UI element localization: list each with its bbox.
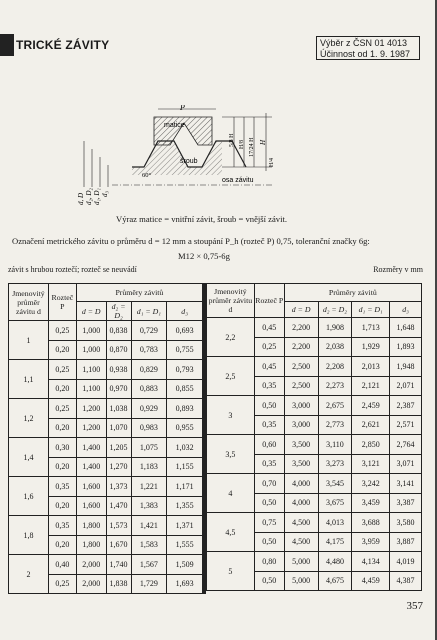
d2-cell: 4,013 (318, 513, 352, 533)
d2-cell: 4,675 (318, 571, 352, 591)
d3-cell: 3,387 (390, 493, 422, 513)
d3-cell: 2,387 (390, 396, 422, 416)
nominal-cell: 2 (9, 555, 49, 594)
d3-cell: 1,648 (390, 318, 422, 338)
d1-cell: 4,134 (352, 552, 390, 572)
d-cell: 3,000 (284, 415, 318, 435)
d1-cell: 0,883 (131, 379, 167, 399)
col-d: d = D (284, 302, 318, 318)
d2-cell: 2,038 (318, 337, 352, 357)
d3-cell: 1,948 (390, 357, 422, 377)
figure-caption: Výraz matice = vnitřní závit, šroub = vnější závit. (116, 214, 288, 224)
table-row (207, 318, 422, 338)
p-cell: 0,50 (254, 493, 284, 513)
label-d2: d₂, D₂ (85, 188, 93, 205)
p-cell: 0,20 (48, 379, 76, 399)
page-number: 357 (406, 600, 423, 612)
col-diameters: Průměry závitů (76, 284, 202, 302)
d3-cell: 0,855 (167, 379, 203, 399)
table-row (207, 357, 422, 377)
d3-cell: 1,371 (167, 516, 203, 536)
d1-cell: 2,459 (352, 396, 390, 416)
nominal-cell: 3 (207, 396, 255, 435)
standard-line-1: Výběr z ČSN 01 4013 (320, 38, 408, 48)
d-cell: 2,000 (76, 574, 106, 594)
thread-profile-figure (72, 105, 322, 215)
p-cell: 0,30 (48, 438, 76, 458)
p-cell: 0,35 (254, 376, 284, 396)
d2-cell: 1,740 (106, 555, 131, 575)
p-cell: 0,70 (254, 474, 284, 494)
table-row (9, 321, 203, 341)
table-subtitle: závit s hrubou roztečí; rozteč se neuvádí (8, 265, 137, 274)
p-cell: 0,25 (48, 574, 76, 594)
d2-cell: 3,110 (318, 435, 352, 455)
nominal-cell: 1,4 (9, 438, 49, 477)
d-cell: 3,000 (284, 396, 318, 416)
nominal-cell: 3,5 (207, 435, 255, 474)
p-cell: 0,50 (254, 396, 284, 416)
p-cell: 0,20 (48, 340, 76, 360)
nominal-cell: 1,1 (9, 360, 49, 399)
d2-cell: 1,670 (106, 535, 131, 555)
p-cell: 0,45 (254, 357, 284, 377)
nominal-cell: 4 (207, 474, 255, 513)
d2-cell: 1,908 (318, 318, 352, 338)
d3-cell: 3,071 (390, 454, 422, 474)
table-row (9, 477, 203, 497)
table-row (207, 552, 422, 572)
d-cell: 4,500 (284, 532, 318, 552)
nut-label: matice (164, 122, 185, 129)
col-diameters: Průměry závitů (284, 284, 421, 302)
d1-cell: 0,783 (131, 340, 167, 360)
p-cell: 0,40 (48, 555, 76, 575)
d1-cell: 2,850 (352, 435, 390, 455)
p-cell: 0,35 (48, 477, 76, 497)
d-cell: 1,000 (76, 340, 106, 360)
d-cell: 4,000 (284, 493, 318, 513)
table-row (9, 555, 203, 575)
d1-cell: 4,459 (352, 571, 390, 591)
d3-cell: 1,693 (167, 574, 203, 594)
d-cell: 4,000 (284, 474, 318, 494)
d2-cell: 1,470 (106, 496, 131, 516)
d-cell: 1,600 (76, 477, 106, 497)
d-cell: 1,400 (76, 457, 106, 477)
d3-cell: 1,355 (167, 496, 203, 516)
d3-cell: 2,764 (390, 435, 422, 455)
p-cell: 0,25 (48, 360, 76, 380)
table-row (9, 399, 203, 419)
d-cell: 4,500 (284, 513, 318, 533)
d-cell: 1,000 (76, 321, 106, 341)
col-d1: d₁ = D₁ (352, 302, 390, 318)
col-pitch: Rozteč P (254, 284, 284, 318)
table-row (207, 474, 422, 494)
d-cell: 1,100 (76, 379, 106, 399)
dimensions-unit: Rozměry v mm (373, 265, 423, 274)
p-cell: 0,25 (254, 337, 284, 357)
d3-cell: 3,141 (390, 474, 422, 494)
col-nominal: Jmenovitý průměr závitu d (9, 284, 49, 321)
label-d1: d₁, D₁ (93, 188, 101, 205)
nominal-cell: 2,5 (207, 357, 255, 396)
d2-cell: 3,545 (318, 474, 352, 494)
d1-cell: 2,621 (352, 415, 390, 435)
nominal-cell: 1,8 (9, 516, 49, 555)
d-cell: 1,400 (76, 438, 106, 458)
d3-cell: 1,171 (167, 477, 203, 497)
d1-cell: 0,983 (131, 418, 167, 438)
col-nominal: Jmenovitý průměr závitu d (207, 284, 255, 318)
header-marker (0, 34, 14, 56)
d1-cell: 0,929 (131, 399, 167, 419)
d3-cell: 0,955 (167, 418, 203, 438)
d-cell: 1,600 (76, 496, 106, 516)
p-cell: 0,25 (48, 399, 76, 419)
d2-cell: 3,675 (318, 493, 352, 513)
col-d1: d₁ = D₁ (131, 302, 167, 321)
d1-cell: 0,829 (131, 360, 167, 380)
label-17-24h: 17/24 H (249, 137, 255, 157)
label-h8: H/8 (239, 140, 245, 149)
p-cell: 0,75 (254, 513, 284, 533)
d-cell: 2,500 (284, 357, 318, 377)
d1-cell: 1,729 (131, 574, 167, 594)
d3-cell: 1,032 (167, 438, 203, 458)
d-cell: 2,200 (284, 318, 318, 338)
thread-table-right (206, 283, 422, 591)
p-cell: 0,80 (254, 552, 284, 572)
d2-cell: 2,773 (318, 415, 352, 435)
d2-cell: 1,205 (106, 438, 131, 458)
d1-cell: 1,583 (131, 535, 167, 555)
d-cell: 1,100 (76, 360, 106, 380)
d3-cell: 0,693 (167, 321, 203, 341)
d2-cell: 3,273 (318, 454, 352, 474)
d2-cell: 0,970 (106, 379, 131, 399)
d1-cell: 1,075 (131, 438, 167, 458)
d2-cell: 1,070 (106, 418, 131, 438)
standard-box (316, 36, 420, 60)
label-d3: d₃ (101, 191, 109, 197)
d2-cell: 4,480 (318, 552, 352, 572)
d-cell: 1,800 (76, 516, 106, 536)
p-cell: 0,50 (254, 571, 284, 591)
nominal-cell: 2,2 (207, 318, 255, 357)
table-row (207, 435, 422, 455)
label-d: d, D (77, 192, 85, 205)
d-cell: 2,500 (284, 376, 318, 396)
d3-cell: 2,571 (390, 415, 422, 435)
d1-cell: 1,421 (131, 516, 167, 536)
d1-cell: 3,242 (352, 474, 390, 494)
designation-note: Označení metrického závitu o průměru d = 12 mm a stoupání P_h (rozteč P) 0,75, toleranční značky 6g: (12, 236, 370, 246)
standard-line-2: Účinnost od 1. 9. 1987 (320, 49, 411, 59)
d-cell: 5,000 (284, 552, 318, 572)
angle-label: 60° (142, 172, 152, 179)
p-cell: 0,20 (48, 457, 76, 477)
d2-cell: 2,273 (318, 376, 352, 396)
d2-cell: 1,270 (106, 457, 131, 477)
nominal-cell: 1 (9, 321, 49, 360)
d3-cell: 3,887 (390, 532, 422, 552)
table-row (9, 360, 203, 380)
col-d2: d₂ = D₂ (318, 302, 352, 318)
d3-cell: 3,580 (390, 513, 422, 533)
d-cell: 3,500 (284, 454, 318, 474)
d1-cell: 3,688 (352, 513, 390, 533)
p-cell: 0,20 (48, 418, 76, 438)
d1-cell: 2,013 (352, 357, 390, 377)
d3-cell: 4,387 (390, 571, 422, 591)
screw-label: šroub (180, 158, 198, 165)
d1-cell: 3,121 (352, 454, 390, 474)
d-cell: 2,200 (284, 337, 318, 357)
p-cell: 0,35 (48, 516, 76, 536)
d3-cell: 0,793 (167, 360, 203, 380)
p-cell: 0,20 (48, 496, 76, 516)
p-cell: 0,20 (48, 535, 76, 555)
nominal-cell: 1,6 (9, 477, 49, 516)
d3-cell: 0,755 (167, 340, 203, 360)
d2-cell: 1,838 (106, 574, 131, 594)
d3-cell: 1,555 (167, 535, 203, 555)
p-cell: 0,25 (48, 321, 76, 341)
d1-cell: 2,121 (352, 376, 390, 396)
designation-example: M12 × 0,75-6g (178, 251, 230, 261)
table-row (9, 438, 203, 458)
p-cell: 0,50 (254, 532, 284, 552)
d2-cell: 0,870 (106, 340, 131, 360)
d3-cell: 1,509 (167, 555, 203, 575)
d2-cell: 4,175 (318, 532, 352, 552)
d-cell: 5,000 (284, 571, 318, 591)
d-cell: 2,000 (76, 555, 106, 575)
table-row (207, 513, 422, 533)
pitch-label: P (180, 105, 185, 112)
col-d2: d₂ = D₂ (106, 302, 131, 321)
nominal-cell: 4,5 (207, 513, 255, 552)
p-cell: 0,35 (254, 415, 284, 435)
axis-label: osa závitu (222, 177, 254, 184)
d1-cell: 0,729 (131, 321, 167, 341)
d-cell: 1,200 (76, 418, 106, 438)
d3-cell: 2,071 (390, 376, 422, 396)
page-title: TRICKÉ ZÁVITY (16, 38, 110, 52)
nominal-cell: 1,2 (9, 399, 49, 438)
col-d: d = D (76, 302, 106, 321)
d2-cell: 1,038 (106, 399, 131, 419)
label-h4: H/4 (269, 158, 275, 167)
d1-cell: 1,929 (352, 337, 390, 357)
p-cell: 0,60 (254, 435, 284, 455)
col-d3: d₃ (390, 302, 422, 318)
d1-cell: 1,221 (131, 477, 167, 497)
table-row (207, 396, 422, 416)
d2-cell: 0,838 (106, 321, 131, 341)
col-pitch: Rozteč P (48, 284, 76, 321)
col-d3: d₃ (167, 302, 203, 321)
d3-cell: 1,155 (167, 457, 203, 477)
d2-cell: 1,373 (106, 477, 131, 497)
d3-cell: 0,893 (167, 399, 203, 419)
thread-table-left (8, 283, 203, 594)
label-5-8h: 5/8 H (229, 133, 235, 147)
p-cell: 0,35 (254, 454, 284, 474)
d-cell: 1,800 (76, 535, 106, 555)
table-row (9, 516, 203, 536)
d2-cell: 2,675 (318, 396, 352, 416)
p-cell: 0,45 (254, 318, 284, 338)
d1-cell: 3,959 (352, 532, 390, 552)
d2-cell: 1,573 (106, 516, 131, 536)
d1-cell: 3,459 (352, 493, 390, 513)
label-h: H (259, 139, 267, 145)
d2-cell: 0,938 (106, 360, 131, 380)
d3-cell: 1,893 (390, 337, 422, 357)
d1-cell: 1,183 (131, 457, 167, 477)
d1-cell: 1,713 (352, 318, 390, 338)
d1-cell: 1,383 (131, 496, 167, 516)
d1-cell: 1,567 (131, 555, 167, 575)
d2-cell: 2,208 (318, 357, 352, 377)
d-cell: 3,500 (284, 435, 318, 455)
nominal-cell: 5 (207, 552, 255, 591)
d3-cell: 4,019 (390, 552, 422, 572)
d-cell: 1,200 (76, 399, 106, 419)
